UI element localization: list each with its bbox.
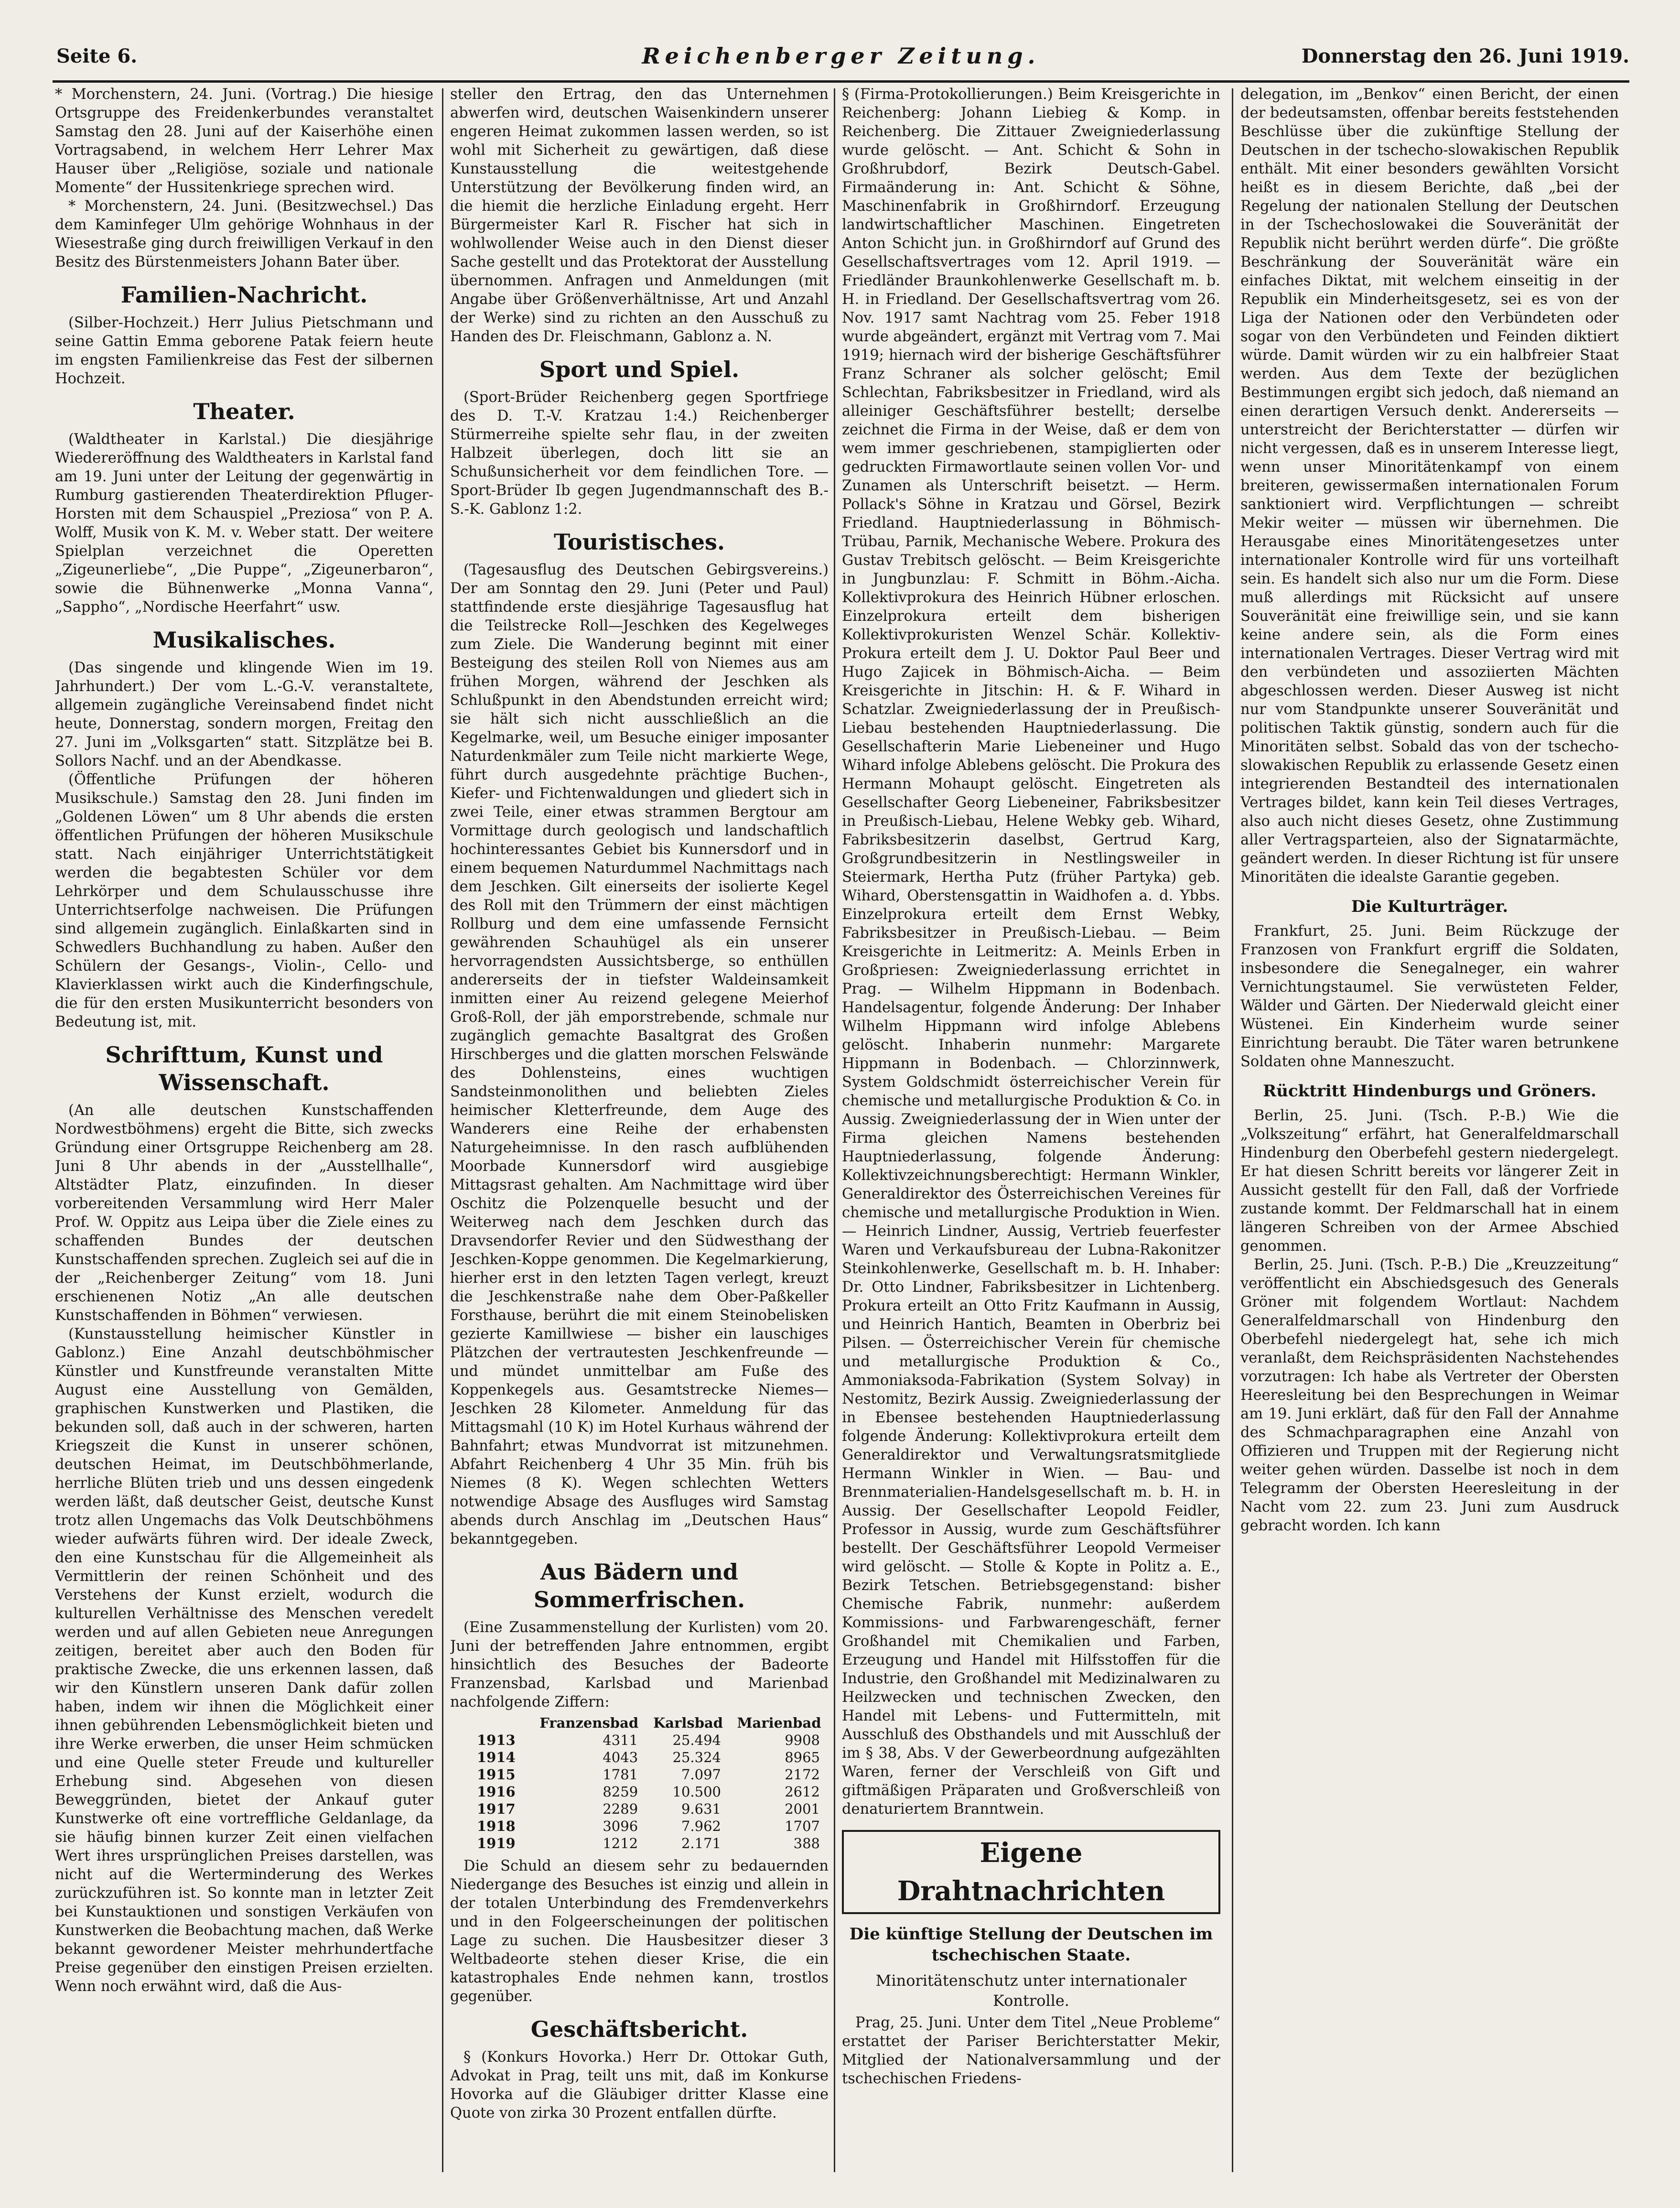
issue-date: Donnerstag den 26. Juni 1919. [1301, 45, 1629, 67]
section-heading: Touristisches. [554, 529, 725, 555]
table-row [450, 1835, 829, 1852]
year-cell: 1919 [477, 1835, 516, 1851]
article-paragraph: steller den Ertrag, den das Unternehmen abwerfen wird, deutschen Waisenkindern unserer engeren Heimat zukommen lassen werden, so ist wohl mit Sicherheit zu gewärtigen, daß diese Kunstausstellung die weitestgehende Unterstützung der Bevölkerung finden wird, an die hiemit die herzliche Einladung ergeht. Herr Bürgermeister Karl R. Fischer hat sich in wohlwollender Weise auch in den Dienst dieser Sache gestellt und das Protektorat der Ausstellung übernommen. Anfragen und Anmeldungen (mit Angabe über Größenverhältnisse, Art und Anzahl der Werke) sind zu richten an den Ausschuß zu Handen des Dr. Fleischmann, Gablonz a. N. [450, 86, 829, 345]
table-row [450, 1749, 829, 1766]
year-cell: 1918 [477, 1818, 516, 1834]
franzensbad-cell: 4043 [603, 1749, 638, 1765]
article-paragraph: § (Konkurs Hovorka.) Herr Dr. Ottokar Guth, Advokat in Prag, teilt uns mit, daß im Konkurse Hovorka auf die Gläubiger dritter Klasse eine Quote von zirka 30 Prozent entfallen dürfte. [450, 2049, 829, 2121]
year-cell: 1913 [477, 1732, 516, 1748]
year-cell: 1916 [477, 1784, 516, 1800]
marienbad-cell: 1707 [785, 1818, 820, 1834]
year-cell: 1915 [477, 1766, 516, 1783]
section-heading: Geschäftsbericht. [530, 2016, 748, 2042]
spa-visitors-table [450, 1714, 829, 1852]
article-paragraph: (Das singende und klingende Wien im 19. Jahrhundert.) Der vom L.-G.-V. veranstaltete, allgemein zugängliche Vereinsabend findet nicht heute, Donnerstag, sondern morgen, Freitag den 27. Juni im „Volksgarten“ statt. Sitzplätze bei B. Sollors Nachf. und an der Abendkasse. [55, 660, 433, 769]
franzensbad-cell: 3096 [603, 1818, 638, 1834]
marienbad-cell: 9908 [785, 1732, 820, 1748]
section-heading: Familien-Nachricht. [120, 282, 368, 308]
article-headline: Rücktritt Hindenburgs und Gröners. [1263, 1082, 1596, 1101]
article-headline: Die Kulturträger. [1351, 897, 1508, 916]
column-1 [55, 85, 433, 2188]
column-4 [1240, 85, 1619, 2188]
article-paragraph: Frankfurt, 25. Juni. Beim Rückzuge der Franzosen von Frankfurt ergriff die Soldaten, insbesondere die Senegalneger, ein wahrer Vernichtungstaumel. Sie verwüsteten Felder, Wälder und Gärten. Der Niederwald gleicht einer Wüstenei. Ein Kinderheim wurde seiner Einrichtung beraubt. Die Täter waren betrunkene Soldaten ohne Manneszucht. [1240, 923, 1619, 1070]
article-paragraph: delegation, im „Benkov“ einen Bericht, der einen der bedeutsamsten, offenbar bereits feststehenden Beschlüsse über die zukünftige Stellung der Deutschen in der tschecho-slowakischen Republik enthält. Mit einer besonders gewählten Vorsicht heißt es in diesem Berichte, daß „bei der Regelung der nationalen Stellung der Deutschen in der Tschechoslowakei die Souveränität der Republik nicht berührt werden dürfe“. Die größte Beschränkung der Souveränität wäre ein einfaches Diktat, mit welchem einseitig in der Republik ein Minderheitsgesetz, sei es von der Liga der Nationen oder den Verbündeten oder sogar von den Verbündeten und Feinden diktiert würde. Damit würden wir zu ein halbfreier Staat werden. Aus dem Texte der bezüglichen Bestimmungen ergibt sich jedoch, daß niemand an einen derartigen Versuch denkt. Andererseits — unterstreicht der Berichterstatter — dürfen wir nicht vergessen, daß es in unserem Interesse liegt, wenn unser Minoritätenkampf von einem breiteren, gewissermaßen internationalen Forum sanktioniert wird. Verpflichtungen — schreibt Mekir weiter — müssen wir übernehmen. Die Herausgabe eines Minoritätengesetzes unter internationaler Kontrolle wird für uns vorteilhaft sein. Es handelt sich also nur um die Form. Diese muß allerdings mit Rücksicht auf unsere Souveränität eine freiwillige sein, und sie kann keine andere sein, als die Form eines internationalen Vertrages. Dieser Vertrag wird mit den verbündeten und assoziierten Mächten abgeschlossen werden. Dieser Ausweg ist nicht nur vom Standpunkte unserer Souveränität und politischen Taktik günstig, sondern auch für die Minoritäten selbst. Sobald das von der tschecho-slowakischen Republik zu erlassende Gesetz einen integrierenden Bestandteil des internationalen Vertrages bildet, kann kein Teil dieses Vertrages, also auch nicht dieses Gesetz, ohne Zustimmung aller Vertragsparteien, also der Signatarmächte, geändert werden. In dieser Richtung ist für unsere Minoritäten die idealste Garantie gegeben. [1240, 86, 1619, 886]
franzensbad-cell: 1212 [603, 1835, 638, 1851]
column-divider [442, 88, 443, 2172]
article-paragraph: (Eine Zusammenstellung der Kurlisten) vom 20. Juni der betreffenden Jahre entnommen, ergibt hinsichtlich des Besuches der Badeorte Franzensbad, Karlsbad und Marienbad nachfolgende Ziffern: [450, 1619, 829, 1710]
year-cell: 1914 [477, 1749, 516, 1765]
header-rule [53, 80, 1629, 83]
marienbad-cell: 2612 [785, 1784, 820, 1800]
year-cell: 1917 [477, 1801, 516, 1817]
table-row [450, 1800, 829, 1818]
article-paragraph: * Morchenstern, 24. Juni. (Vortrag.) Die hiesige Ortsgruppe des Freidenkerbundes veranstaltet Samstag den 28. Juni auf der Kaiserhöhe einen Vortragsabend, in welchem Herr Lehrer Max Hauser über „Religiöse, soziale und nationale Momente“ der Hussitenkriege sprechen wird. [55, 86, 433, 196]
marienbad-cell: 8965 [785, 1749, 820, 1765]
table-header-cell [450, 1714, 531, 1732]
table-row [450, 1766, 829, 1783]
column-2 [450, 85, 829, 2188]
franzensbad-cell: 2289 [603, 1801, 638, 1817]
masthead: Reichenberger Zeitung. [642, 43, 1040, 69]
karlsbad-cell: 7.097 [681, 1766, 721, 1783]
column-divider [1232, 88, 1233, 2172]
table-row [450, 1732, 829, 1749]
section-heading: Musikalisches. [152, 627, 336, 653]
article-paragraph: § (Firma-Protokollierungen.) Beim Kreisgerichte in Reichenberg: Johann Liebieg & Komp. in Reichenberg. Die Zittauer Zweigniederlassung wurde gelöscht. — Ant. Schicht & Sohn in Großhrubdorf, Bezirk Deutsch-Gabel. Firmaänderung in: Ant. Schicht & Söhne, Maschinenfabrik in Großhirndorf. Erzeugung landwirtschaftlicher Maschinen. Eingetreten Anton Schicht jun. in Großhirndorf auf Grund des Gesellschaftsvertrages vom 12. April 1919. — Friedländer Braunkohlenwerke Gesellschaft m. b. H. in Friedland. Der Gesellschaftsvertrag vom 26. Nov. 1917 samt Nachtrag vom 25. Feber 1918 wurde abgeändert, ergänzt mit Vertrag vom 7. Mai 1919; hiernach wird der bisherige Geschäftsführer Franz Schraner als solcher gelöscht; Emil Schlechtan, Fabriksbesitzer in Friedland, wird als alleiniger Geschäftsführer bestellt; derselbe zeichnet die Firma in der Weise, daß er dem von wem immer geschriebenen, stampiglierten oder gedruckten Firmawortlaute seinen vollen Vor- und Zunamen als Unterschrift beisetzt. — Herm. Pollack's Söhne in Kratzau und Görsel, Bezirk Friedland. Hauptniederlassung in Böhmisch-Trübau, Parnik, Mechanische Webere. Prokura des Gustav Trebitsch gelöscht. — Beim Kreisgerichte in Jungbunzlau: F. Schmitt in Böhm.-Aicha. Kollektivprokura des Heinrich Hübner erloschen. Einzelprokura erteilt dem bisherigen Kollektivprokuristen Wenzel Schär. Kollektiv-Prokura erteilt dem J. U. Doktor Paul Beer und Hugo Zajicek in Böhmisch-Aicha. — Beim Kreisgerichte in Jitschin: H. & F. Wihard in Schatzlar. Zweigniederlassung der in Preußisch-Liebau bestehenden Hauptniederlassung. Die Gesellschafterin Marie Liebeneiner und Hugo Wihard infolge Ablebens gelöscht. Die Prokura des Hermann Mohaupt gelöscht. Eingetreten als Gesellschafter Georg Liebeneiner, Fabriksbesitzer in Preußisch-Liebau, Helene Webky geb. Wihard, Fabriksbesitzerin daselbst, Gertrud Karg, Großgrundbesitzerin in Nestlingsweiler in Steiermark, Hertha Putz (früher Partyka) geb. Wihard, Oberstensgattin in Waidhofen a. d. Ybbs. Einzelprokura erteilt dem Ernst Webky, Fabriksbesitzer in Preußisch-Liebau. — Beim Kreisgerichte in Leitmeritz: A. Meinls Erben in Großpriesen: Zweigniederlassung errichtet in Prag. — Wilhelm Hippmann in Bodenbach. Handelsagentur, folgende Änderung: Der Inhaber Wilhelm Hippmann wird infolge Ablebens gelöscht. Inhaberin nunmehr: Margarete Hippmann in Bodenbach. — Chlorzinnwerk, System Goldschmidt österreichischer Verein für chemische und metallurgische Produktion & Co. in Aussig. Zweigniederlassung der in Wien unter der Firma gleichen Namens bestehenden Hauptniederlassung, folgende Änderung: Kollektivzeichnungsberechtigt: Hermann Winkler, Generaldirektor des Österreichischen Vereines für chemische und metallurgische Produktion in Wien. — Heinrich Lindner, Aussig, Vertrieb feuerfester Waren und Verkaufsbureau der Lubna-Rakonitzer Steinkohlenwerke, Gesellschaft m. b. H. Inhaber: Dr. Otto Lindner, Fabriksbesitzer in Lichtenberg. Prokura erteilt an Otto Fritz Kaufmann in Aussig, und Heinrich Hantich, Beamten in Oberbriz bei Pilsen. — Österreichischer Verein für chemische und metallurgische Produktion & Co., Ammoniaksoda-Fabrikation (System Solvay) in Nestomitz, Bezirk Aussig. Zweigniederlassung der in Ebensee bestehenden Hauptniederlassung folgende Änderung: Kollektivprokura erteilt dem Generaldirektor und Verwaltungsratsmitgliede Hermann Winkler in Wien. — Bau- und Brennmaterialien-Handelsgesellschaft m. b. H. in Aussig. Der Gesellschafter Leopold Feidler, Professor in Aussig, wurde zum Geschäftsführer bestellt. Der Geschäftsführer Leopold Vermeiser wird gelöscht. — Stolle & Kopte in Politz a. E., Bezirk Tetschen. Betriebsgegenstand: bisher Chemische Fabrik, nunmehr: außerdem Kommissions- und Farbwarengeschäft, ferner Großhandel mit Chemikalien und Farben, Erzeugung und Handel mit Hilfsstoffen für die Industrie, den Großhandel mit Medizinalwaren zu Heilzwecken und technischen Zwecken, den Handel mit Lebens- und Futtermitteln, mit Ausschluß des Obsthandels und mit Ausschluß der im § 38, Abs. V der Gewerbeordnung aufgezählten Waren, ferner der Verschleiß von Gift und giftmäßigen Präparaten und Großverschleiß von denaturiertem Branntwein. [842, 86, 1220, 1818]
karlsbad-cell: 10.500 [672, 1784, 721, 1800]
section-heading: Sport und Spiel. [539, 357, 740, 382]
marienbad-cell: 2172 [785, 1766, 820, 1783]
article-paragraph: (Kunstausstellung heimischer Künstler in Gablonz.) Eine Anzahl deutschböhmischer Künstler und Kunstfreunde veranstalten Mitte August eine Ausstellung von Gemälden, graphischen Kunstwerken und Plastiken, die bekunden soll, daß auch in der schweren, harten Kriegszeit die Kunst in unserer schönen, deutschen Heimat, im Deutschböhmerlande, herrliche Blüten trieb und uns dessen eingedenk werden läßt, daß deutscher Geist, deutsche Kunst trotz allen Ungemachs das Volk Deutschböhmens wieder aufwärts führen wird. Der ideale Zweck, den eine Kunstschau für die Allgemeinheit als Vermittlerin der reinen Schönheit und des Verstehens der Kunst erzielt, wodurch die kulturellen Verhältnisse des Menschen veredelt werden und auf allen Gebieten neue Anregungen zeitigen, bereitet aber auch den Boden für praktische Zwecke, die uns erkennen lassen, daß wir den Künstlern unseren Dank dafür zollen haben, indem wir ihnen die Möglichkeit einer ihnen gebührenden Lebensmöglichkeit bieten und ihre Werke erwerben, die unser Heim schmücken und eine Quelle steter Freude und kultureller Erhebung sind. Abgesehen von diesen Beweggründen, bietet der Ankauf guter Kunstwerke oft eine vortreffliche Geldanlage, da sie häufig binnen kurzer Zeit einen vielfachen Wert ihres ursprünglichen Preises darstellen, was nicht auf die Werterminderung des Werkes zurückzuführen ist. So konnte man in letzter Zeit bei Kunstauktionen und sonstigen Verkäufen von Kunstwerken die Beobachtung machen, daß Werke bekannt gewordener Meister mehrhundertfache Preise gegenüber den einstigen Preisen erzielten. Wenn noch erwähnt wird, daß die Aus- [55, 1326, 433, 1995]
article-paragraph: (An alle deutschen Kunstschaffenden Nordwestböhmens) ergeht die Bitte, sich zwecks Gründung einer Ortsgruppe Reichenberg am 28. Juni 8 Uhr abends in der „Ausstellhalle“, Altstädter Platz, einzufinden. In dieser vorbereitenden Versammlung wird Herr Maler Prof. W. Oppitz aus Leipa über die Ziele eines zu schaffenden Bundes der deutschen Kunstschaffenden sprechen. Zugleich sei auf die in der „Reichenberger Zeitung“ vom 18. Juni erschienenen Notiz „An alle deutschen Kunstschaffenden in Böhmen“ verwiesen. [55, 1102, 433, 1324]
column-divider [834, 88, 835, 2172]
column-3 [842, 85, 1220, 2188]
table-header-row [450, 1714, 829, 1732]
article-paragraph: Prag, 25. Juni. Unter dem Titel „Neue Probleme“ erstattet der Pariser Berichterstatter Mekir, Mitglied der Nationalversammlung und der tschechischen Friedens- [842, 2014, 1220, 2087]
article-paragraph: Berlin, 25. Juni. (Tsch. P.-B.) Die „Kreuzzeitung“ veröffentlicht ein Abschiedsgesuch des Generals Gröner mit folgendem Wortlaut: Nachdem Generalfeldmarschall von Hindenburg den Oberbefehl niedergelegt hat, sehe ich mich veranlaßt, dem Reichspräsidenten Nachstehendes vorzutragen: Ich habe als Vertreter der Obersten Heeresleitung bei den Besprechungen in Weimar am 19. Juni erklärt, daß für den Fall der Annahme des Schmachparagraphen eine Anzahl von Offizieren und Truppen mit der Regierung nicht weiter gehen würden. Dasselbe ist noch in dem Telegramm der Obersten Heeresleitung in der Nacht vom 22. zum 23. Juni zum Ausdruck gebracht worden. Ich kann [1240, 1256, 1619, 1534]
article-headline: Die künftige Stellung der Deutschen im tschechischen Staate. [849, 1925, 1213, 1965]
telegrams-banner: Eigene Drahtnachrichten [842, 1830, 1220, 1914]
article-paragraph: Die Schuld an diesem sehr zu bedauernden Niedergange des Besuches ist einzig und allein in der totalen Unterbindung des Fremdenverkehrs und in den Folgeerscheinungen der politischen Lage zu suchen. Die Hausbesitzer dieser 3 Weltbadeorte stehen dieser Krise, die ein katastrophales Ende nehmen kann, trostlos gegenüber. [450, 1858, 829, 2005]
karlsbad-cell: 7.962 [681, 1818, 721, 1834]
franzensbad-cell: 8259 [603, 1784, 638, 1800]
table-header-cell: Franzensbad [539, 1715, 639, 1731]
article-paragraph: (Öffentliche Prüfungen der höheren Musikschule.) Samstag den 28. Juni finden im „Goldenen Löwen“ um 8 Uhr abends die ersten öffentlichen Prüfungen der höheren Musikschule statt. Nach einjähriger Unterrichtstätigkeit werden die begabtesten Schüler vor dem Lehrkörper und dem Schulausschusse ihre Unterrichtserfolge nachweisen. Die Prüfungen sind allgemein zugänglich. Einlaßkarten sind in Schwedlers Buchhandlung zu haben. Außer den Schülern der Gesangs-, Violin-, Cello- und Klavierklassen wirkt auch die Kinderfingschule, die für den ersten Musikunterricht besonders von Bedeutung ist, mit. [55, 771, 433, 1030]
table-row [450, 1818, 829, 1835]
section-heading: Schrifttum, Kunst und Wissenschaft. [105, 1042, 383, 1095]
marienbad-cell: 2001 [785, 1801, 820, 1817]
article-paragraph: (Sport-Brüder Reichenberg gegen Sportfriege des D. T.-V. Kratzau 1:4.) Reichenberger Stürmerreihe spielte sehr flau, in der zweiten Halbzeit überlegen, doch litt sie an Schußunsicherheit vor dem feindlichen Tore. — Sport-Brüder Ib gegen Jugendmannschaft des B.-S.-K. Gablonz 1:2. [450, 389, 829, 518]
table-header-cell: Karlsbad [653, 1715, 723, 1731]
karlsbad-cell: 25.494 [672, 1732, 721, 1748]
page-header [53, 40, 1629, 73]
section-heading: Aus Bädern und Sommerfrischen. [533, 1559, 745, 1613]
karlsbad-cell: 25.324 [672, 1749, 721, 1765]
article-subheadline: Minoritätenschutz unter internationaler Kontrolle. [875, 1971, 1187, 2010]
article-paragraph: (Waldtheater in Karlstal.) Die diesjährige Wiedereröffnung des Waldtheaters in Karlstal fand am 19. Juni unter der Leitung der gegenwärtig in Rumburg gastierenden Theaterdirektion Pfluger-Horsten mit dem Schauspiel „Preziosa“ von P. A. Wolff, Musik von K. M. v. Weber statt. Der weitere Spielplan verzeichnet die Operetten „Zigeunerliebe“, „Die Puppe“, „Zigeunerbaron“, sowie die Bühnenwerke „Monna Vanna“, „Sappho“, „Nordische Heerfahrt“ usw. [55, 431, 433, 616]
karlsbad-cell: 2.171 [681, 1835, 721, 1851]
section-heading: Theater. [193, 399, 295, 424]
page-number: Seite 6. [56, 45, 138, 67]
article-paragraph: * Morchenstern, 24. Juni. (Besitzwechsel.) Das dem Kaminfeger Ulm gehörige Wohnhaus in der Wiesestraße ging durch freiwilligen Verkauf in den Besitz des Bürstenmeisters Johann Bater über. [55, 198, 433, 271]
table-header-cell: Marienbad [737, 1715, 821, 1731]
karlsbad-cell: 9.631 [681, 1801, 721, 1817]
table-row [450, 1783, 829, 1800]
franzensbad-cell: 1781 [603, 1766, 638, 1783]
franzensbad-cell: 4311 [603, 1732, 638, 1748]
article-paragraph: (Tagesausflug des Deutschen Gebirgsvereins.) Der am Sonntag den 29. Juni (Peter und Paul) stattfindende erste diesjährige Tagesausflug hat die Teilstrecke Roll—Jeschken des Kegelweges zum Ziele. Die Wanderung beginnt mit einer Besteigung des steilen Roll von Niemes aus am frühen Morgen, während der Jeschken als Schlußpunkt in den Abendstunden erreicht wird; sie hält sich nicht ausschließlich an die Kegelmarke, weil, um Besuche einiger imposanter Naturdenkmäler zum Teile nicht markierte Wege, führt durch ausgedehnte prächtige Buchen-, Kiefer- und Fichtenwaldungen und gliedert sich in zwei Teile, einer etwas strammen Bergtour am Vormittage durch geologisch und landschaftlich hochinteressantes Gebiet bis Kunnersdorf und in einem bequemen Naturdummel Nachmittags nach dem Jeschken. Gilt einerseits der isolierte Kegel des Roll mit den Trümmern der einst mächtigen Rollburg und dem eine umfassende Fernsicht gewährenden Schauhügel als ein unserer hervorragendsten Aussichtsberge, so enthüllen andererseits der in tiefster Waldeinsamkeit inmitten einer Au reizend gelegene Meierhof Groß-Roll, der jäh emporstrebende, schmale nur zugänglich gemachte Basaltgrat des Großen Hirschberges und die glatten morschen Felswände des Dohlensteins, eines wuchtigen Sandsteinmonolithen und beliebten Zieles heimischer Kletterfreunde, dem Auge des Wanderers eine Reihe der erhabensten Naturgeheimnisse. In den rasch aufblühenden Moorbade Kunnersdorf wird ausgiebige Mittagsrast gehalten. Am Nachmittage wird über Oschitz die Polzenquelle besucht und der Weiterweg nach dem Jeschken durch das Dravsendorfer Revier und den Südwesthang der Jeschken-Koppe genommen. Die Kegelmarkierung, hierher erst in den letzten Tagen verlegt, kreuzt die Jeschkenstraße nahe dem Ober-Paßkeller Forsthause, berührt die mit einem Steinobelisken gezierte Kamillwiese — bisher ein lauschiges Plätzchen der vertrautesten Jeschkenfreunde — und mündet unmittelbar am Fuße des Koppenkegels aus. Gesamtstrecke Niemes—Jeschken 28 Kilometer. Anmeldung für das Mittagsmahl (10 K) im Hotel Kurhaus während der Bahnfahrt; etwas Mundvorrat ist mitzunehmen. Abfahrt Reichenberg 4 Uhr 35 Min. früh bis Niemes (8 K). Wegen schlechten Wetters notwendige Absage des Ausfluges wird Samstag abends durch Anschlag im „Deutschen Haus“ bekanntgegeben. [450, 562, 829, 1548]
article-paragraph: Berlin, 25. Juni. (Tsch. P.-B.) Wie die „Volkszeitung“ erfährt, hat Generalfeldmarschall Hindenburg den Oberbefehl gestern niedergelegt. Er hat diesen Schritt bereits vor längerer Zeit in Aussicht gestellt für den Fall, daß der Vorfriede zustande kommt. Der Feldmarschall hat in einem längeren Schreiben von der Armee Abschied genommen. [1240, 1107, 1619, 1255]
marienbad-cell: 388 [793, 1835, 820, 1851]
article-paragraph: (Silber-Hochzeit.) Herr Julius Pietschmann und seine Gattin Emma geborene Patak feiern heute im engsten Familienkreise das Fest der silbernen Hochzeit. [55, 314, 433, 387]
